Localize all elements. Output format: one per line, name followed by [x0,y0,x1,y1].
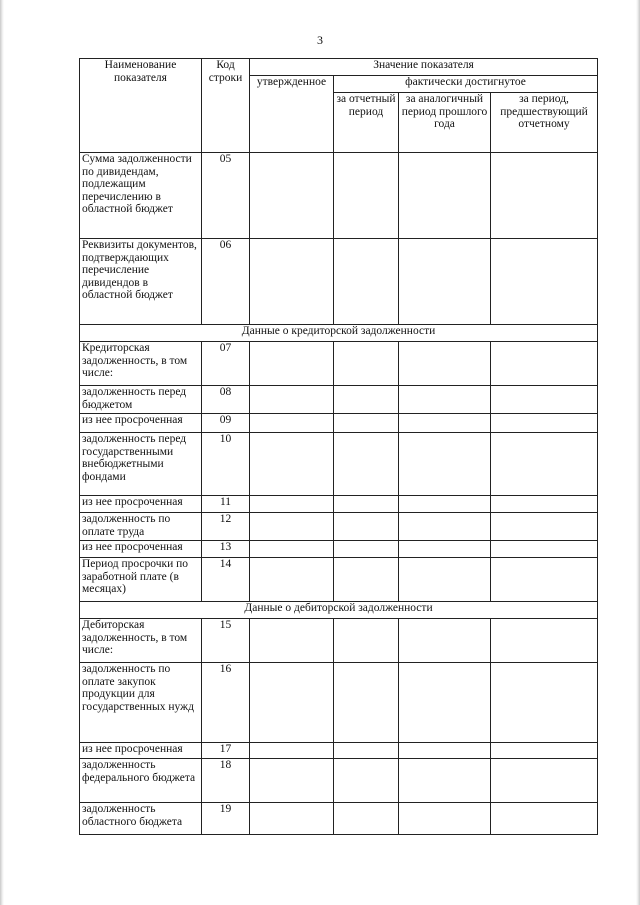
value-cell [250,496,334,513]
value-cell [399,153,491,239]
value-cell [399,663,491,743]
table-row [80,541,598,558]
row-code: 08 [202,386,250,414]
value-cell [334,496,399,513]
value-cell [334,414,399,433]
table-row [80,743,598,759]
indicator-name: Кредиторская задолженность, в том числе: [80,342,202,386]
value-cell [250,541,334,558]
value-cell [399,513,491,541]
row-code: 19 [202,803,250,835]
value-cell [491,663,598,743]
value-cell [399,239,491,325]
value-cell [334,558,399,602]
indicator-name: Реквизиты документов, подтверждающих перечисление дивидендов в областной бюджет [80,239,202,325]
header-approved: утвержденное [250,76,334,153]
row-code: 05 [202,153,250,239]
table-row [80,414,598,433]
value-cell [491,541,598,558]
value-cell [334,663,399,743]
header-reporting-period: за отчетный период [334,93,399,153]
row-code: 11 [202,496,250,513]
value-cell [250,759,334,803]
value-cell [491,803,598,835]
value-cell [250,342,334,386]
section-debtor-title: Данные о дебиторской задолженности [80,602,598,619]
table-row [80,558,598,602]
row-code: 10 [202,433,250,496]
header-actual: фактически достигнутое [334,76,598,93]
value-cell [334,803,399,835]
value-cell [399,541,491,558]
value-cell [334,541,399,558]
indicator-name: из нее просроченная [80,743,202,759]
value-cell [491,759,598,803]
value-cell [491,386,598,414]
table-row [80,239,598,325]
value-cell [250,743,334,759]
header-value-group: Значение показателя [250,59,598,76]
value-cell [491,513,598,541]
value-cell [491,342,598,386]
indicator-name: задолженность по оплате закупок продукции для государственных нужд [80,663,202,743]
value-cell [399,619,491,663]
header-code: Код строки [202,59,250,153]
value-cell [399,414,491,433]
indicator-name: Сумма задолженности по дивидендам, подлежащим перечислению в областной бюджет [80,153,202,239]
value-cell [491,558,598,602]
row-code: 07 [202,342,250,386]
page-number: 3 [317,33,323,47]
table-row [80,153,598,239]
value-cell [334,433,399,496]
indicator-name: из нее просроченная [80,414,202,433]
value-cell [399,433,491,496]
value-cell [334,386,399,414]
value-cell [250,513,334,541]
scan-edge-right [636,0,640,905]
indicator-name: задолженность федерального бюджета [80,759,202,803]
indicator-name: задолженность по оплате труда [80,513,202,541]
row-code: 14 [202,558,250,602]
scan-edge-left [0,0,4,905]
section-creditor [80,325,598,342]
row-code: 18 [202,759,250,803]
indicator-name: Дебиторская задолженность, в том числе: [80,619,202,663]
value-cell [334,759,399,803]
header-preceding-period: за период, предшествующий отчетному [491,93,598,153]
row-code: 15 [202,619,250,663]
value-cell [399,386,491,414]
value-cell [491,743,598,759]
value-cell [250,663,334,743]
section-creditor-title: Данные о кредиторской задолженности [80,325,598,342]
header-row-1 [80,59,598,76]
value-cell [334,619,399,663]
value-cell [491,433,598,496]
indicator-name: из нее просроченная [80,541,202,558]
value-cell [250,619,334,663]
value-cell [491,239,598,325]
value-cell [250,803,334,835]
section-debtor [80,602,598,619]
value-cell [250,153,334,239]
value-cell [399,803,491,835]
table-row [80,386,598,414]
value-cell [491,153,598,239]
value-cell [250,239,334,325]
value-cell [399,558,491,602]
value-cell [399,342,491,386]
value-cell [399,496,491,513]
header-prev-year-period: за аналогичный период прошлого года [399,93,491,153]
row-code: 09 [202,414,250,433]
value-cell [250,414,334,433]
value-cell [334,239,399,325]
indicator-name: задолженность перед государственными внебюджетными фондами [80,433,202,496]
value-cell [334,342,399,386]
table-row [80,663,598,743]
value-cell [334,743,399,759]
table-row [80,513,598,541]
indicator-name: Период просрочки по заработной плате (в месяцах) [80,558,202,602]
table-row [80,759,598,803]
value-cell [491,619,598,663]
row-code: 12 [202,513,250,541]
indicator-table [79,58,598,835]
table-row [80,803,598,835]
table-row [80,433,598,496]
row-code: 13 [202,541,250,558]
value-cell [250,558,334,602]
header-name: Наименование показателя [80,59,202,153]
table-row [80,496,598,513]
row-code: 06 [202,239,250,325]
value-cell [250,433,334,496]
value-cell [334,513,399,541]
value-cell [399,743,491,759]
value-cell [491,496,598,513]
table-row [80,342,598,386]
indicator-name: задолженность областного бюджета [80,803,202,835]
value-cell [491,414,598,433]
indicator-name: задолженность перед бюджетом [80,386,202,414]
value-cell [399,759,491,803]
indicator-name: из нее просроченная [80,496,202,513]
table-row [80,619,598,663]
value-cell [334,153,399,239]
value-cell [250,386,334,414]
row-code: 17 [202,743,250,759]
row-code: 16 [202,663,250,743]
